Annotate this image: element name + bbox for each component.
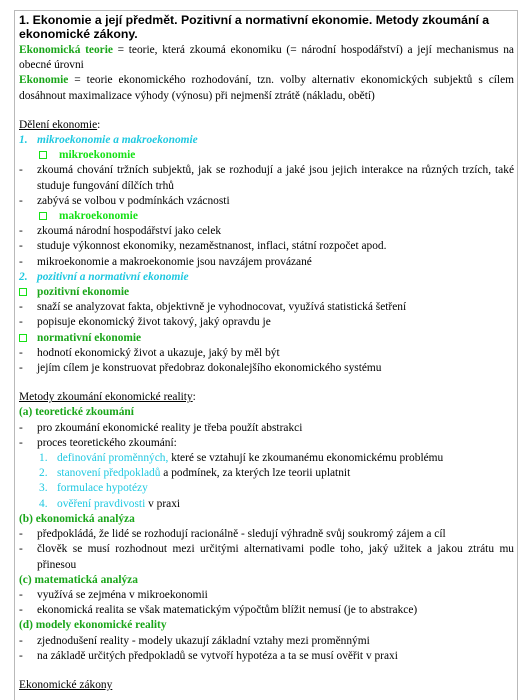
list-item: - zkoumá chování tržních subjektů, jak se rozhodují a jaké jsou jejich interakce na různých trzích, také studuje fungování dílčích trhů [19, 164, 514, 192]
list-item: - člověk se musí rozhodnout mezi určitými alternativami podle toho, jaký užitek a jakou ztrátu mu přinesou [19, 543, 514, 571]
term-economic-theory: Ekonomická teorie [19, 44, 113, 56]
definition-text: = teorie, která zkoumá ekonomiku (= národní hospodářství) a její mechanismus na obecné úrovni [19, 44, 514, 72]
list-item: - studuje výkonnost ekonomiky, nezaměstnanost, inflaci, státní rozpočet apod. [19, 240, 387, 253]
list-item: - pro zkoumání ekonomické reality je třeba použít abstrakci [19, 421, 303, 434]
subheading-theoretical: (a) teoretické zkoumání [19, 406, 134, 419]
definition-text: = teorie ekonomického rozhodování, tzn. volby alternativ ekonomických subjektů s cílem dosáhnout maximalizace výhody (výnosu) při nejmenší ztrátě (nákladu, obětí) [19, 74, 514, 102]
numbered-item: 2. pozitivní a normativní ekonomie [19, 270, 189, 283]
step-item: 1. definování proměnných, které se vztahují ke zkoumanému ekonomickému problému [39, 452, 444, 465]
step-item: 3. formulace hypotézy [39, 482, 148, 495]
checkbox-bullet-icon [19, 285, 37, 300]
checkbox-bullet-icon [39, 148, 59, 163]
list-item: - zabývá se volbou v podmínkách vzácnosti [19, 194, 230, 207]
list-item: - proces teoretického zkoumání: [19, 436, 177, 449]
list-item: - zkoumá národní hospodářství jako celek [19, 225, 222, 238]
list-item: - předpokládá, že lidé se rozhodují racionálně - sledují výhradně svůj soukromý zájem a cíl [19, 528, 446, 541]
list-item: - hodnotí ekonomický život a ukazuje, jaký by měl být [19, 346, 280, 359]
step-item: 2. stanovení předpokladů a podmínek, za kterých lze teorii uplatnit [39, 467, 351, 480]
checkbox-bullet-icon [39, 209, 59, 224]
document-body [19, 13, 514, 691]
subheading-micro: mikroekonomie [19, 148, 514, 163]
step-item: 4. ověření pravdivosti v praxi [39, 497, 181, 510]
list-item: - snaží se analyzovat fakta, objektivně je vyhodnocovat, využívá statistická šetření [19, 301, 407, 314]
list-item: - zjednodušení reality - modely ukazují základní vztahy mezi proměnnými [19, 634, 370, 647]
definition-economics [19, 73, 514, 103]
subheading-macro: makroekonomie [19, 209, 514, 224]
list-item: - na základě určitých předpokladů se vytvoří hypotéza a ta se musí ověřit v praxi [19, 649, 398, 662]
list-item: - mikroekonomie a makroekonomie jsou navzájem provázané [19, 255, 312, 268]
numbered-item: 1. mikroekonomie a makroekonomie [19, 134, 198, 147]
list-item: - využívá se zejména v mikroekonomii [19, 588, 208, 601]
subheading-math-analysis: (c) matematická analýza [19, 573, 138, 586]
cut-off-heading: Ekonomické zákony [19, 678, 113, 691]
definition-economic-theory [19, 43, 514, 73]
subheading-normative: normativní ekonomie [19, 331, 514, 346]
subheading-economic-analysis: (b) ekonomická analýza [19, 512, 135, 525]
document-title: 1. Ekonomie a její předmět. Pozitivní a normativní ekonomie. Metody zkoumání a ekonomické zákony. [19, 13, 490, 41]
list-item: - jejím cílem je konstruovat předobraz dokonalejšího ekonomického systému [19, 362, 382, 375]
list-item: - popisuje ekonomický život takový, jaký opravdu je [19, 316, 271, 329]
checkbox-bullet-icon [19, 331, 37, 346]
term-economics: Ekonomie [19, 74, 69, 87]
list-item: - ekonomická realita se však matematickým výpočtům blížit nemusí (je to abstrakce) [19, 604, 418, 617]
section-heading: Metody zkoumání ekonomické reality: [19, 391, 196, 404]
section-heading: Dělení ekonomie: [19, 118, 101, 131]
subheading-positive: pozitivní ekonomie [19, 285, 514, 300]
subheading-models: (d) modely ekonomické reality [19, 619, 167, 632]
